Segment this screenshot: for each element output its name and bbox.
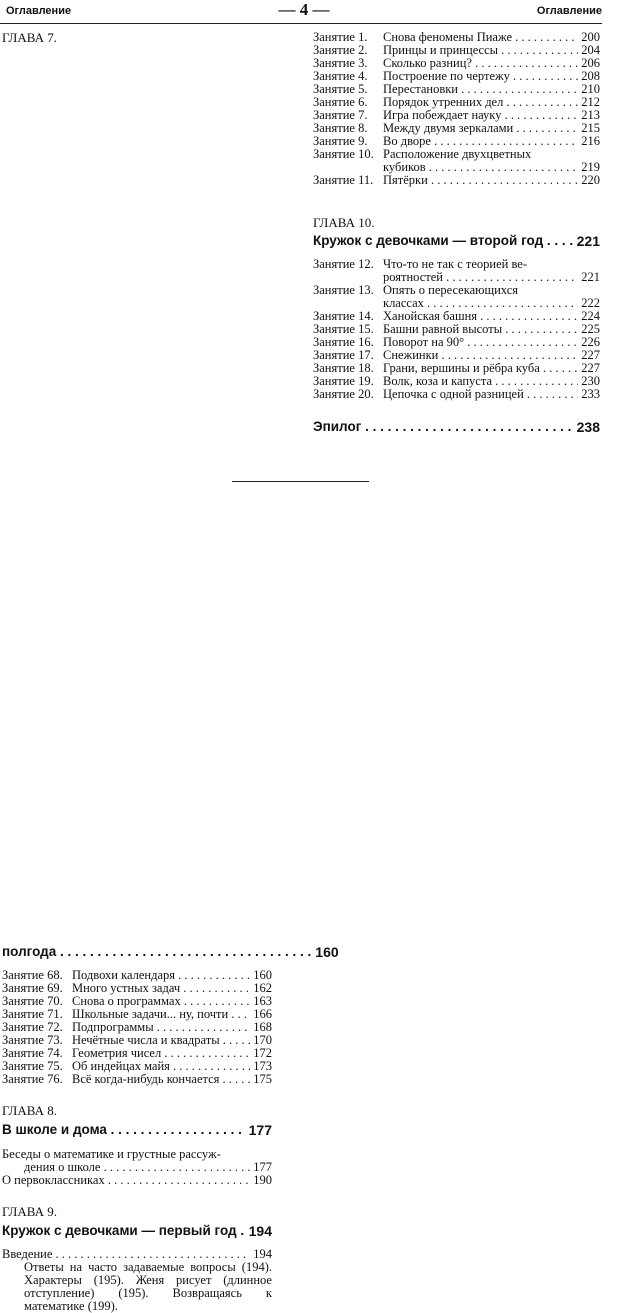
entry-number: Занятие 6. [313, 95, 368, 109]
entry-page: 233 [581, 387, 600, 401]
entry-title: Об индейцах майя . . . [72, 1060, 250, 1073]
entry-number: Занятие 69. [2, 981, 63, 995]
chapter-10-page: 221 [576, 233, 600, 249]
toc-entry[interactable] [2, 1034, 272, 1047]
entry-number: Занятие 14. [313, 309, 374, 323]
entry-title: Порядок утренних дел . . . [383, 96, 578, 109]
end-rule [232, 481, 369, 482]
entry-page: 204 [581, 43, 600, 57]
toc-entry-cont[interactable]: кубиков . . . 219 [313, 161, 600, 174]
chapter-7-label: ГЛАВА 7. [2, 30, 57, 45]
entry-number: Занятие 2. [313, 43, 368, 57]
toc-entry[interactable] [2, 1021, 272, 1034]
entry-number: Занятие 73. [2, 1033, 63, 1047]
entry-number: Занятие 7. [313, 108, 368, 122]
left-column [2, 30, 339, 1313]
entry-number: Занятие 19. [313, 374, 374, 388]
chapter-9-summary: Ответы на часто задаваемые вопросы (194). Характеры (195). Женя рисует (длинное отступление) (195). Возвращаясь к математике (199). [24, 1260, 272, 1313]
toc-entry[interactable]: О первоклассниках . . . 190 [2, 1174, 272, 1187]
chapter-10-title[interactable]: Кружок с девочками — второй год . . . 221 [313, 233, 600, 249]
entry-title: Подвохи календаря . . . [72, 969, 250, 982]
entry-number: Занятие 1. [313, 30, 368, 44]
chapter-8-title[interactable]: В школе и дома . . . 177 [2, 1122, 272, 1138]
entry-page: 215 [581, 121, 600, 135]
chapter-7-title[interactable]: полгода . . . 160 [2, 48, 272, 960]
entry-title: Снова феномены Пиаже . . . [383, 31, 578, 44]
entry-page: 163 [253, 994, 272, 1008]
entry-title: Принцы и принцессы . . . [383, 44, 578, 57]
entry-title: Грани, вершины и рёбра куба . . . [383, 362, 578, 375]
toc-entry-cont[interactable]: роятностей . . . 221 [313, 271, 600, 284]
toc-entry[interactable] [2, 982, 272, 995]
entry-title: Снова о программах . . . [72, 995, 250, 1008]
chapter-8-page: 177 [248, 1122, 272, 1138]
page-number: — 4 — [278, 0, 330, 19]
entry-number: Занятие 20. [313, 387, 374, 401]
chapter-7-page: 160 [315, 944, 339, 960]
toc-entry[interactable]: Введение . . . 194 [2, 1248, 272, 1261]
entry-title: Построение по чертежу . . . [383, 70, 578, 83]
entry-title: Снежинки . . . [383, 349, 578, 362]
entry-number: Занятие 8. [313, 121, 368, 135]
running-header [6, 0, 602, 21]
entry-number: Занятие 17. [313, 348, 374, 362]
entry-title: Школьные задачи... ну, почти . . . [72, 1008, 250, 1021]
entry-title: Во дворе . . . [383, 135, 578, 148]
toc-entry[interactable] [313, 388, 600, 401]
entry-title: Подпрограммы . . . [72, 1021, 250, 1034]
entry-page: 166 [253, 1007, 272, 1021]
entry-page: 216 [581, 134, 600, 148]
chapter-9-title[interactable]: Кружок с девочками — первый год . . . 194 [2, 1223, 272, 1239]
entry-page: 212 [581, 95, 600, 109]
entry-page: 230 [581, 374, 600, 388]
toc-entry-cont[interactable]: классах . . . 222 [313, 297, 600, 310]
entry-number: Занятие 18. [313, 361, 374, 375]
toc-entry[interactable]: Беседы о математике и грустные рассуж- [2, 1148, 221, 1161]
entry-page: 200 [581, 30, 600, 44]
header-left: Оглавление [6, 5, 72, 17]
toc-entry[interactable]: Занятие 12. Что-то не так с теорией ве- [313, 257, 528, 271]
entry-title: Башни равной высоты . . . [383, 323, 578, 336]
entry-page: 225 [581, 322, 600, 336]
entry-title: Геометрия чисел . . . [72, 1047, 250, 1060]
toc-entry[interactable] [2, 1008, 272, 1021]
entry-page: 206 [581, 56, 600, 70]
entry-title: Поворот на 90° . . . [383, 336, 578, 349]
epilogue-page: 238 [576, 419, 600, 435]
chapter-8-label: ГЛАВА 8. [2, 1103, 57, 1118]
header-right: Оглавление [536, 5, 602, 17]
chapter-10-label: ГЛАВА 10. [313, 215, 375, 230]
entry-number: Занятие 5. [313, 82, 368, 96]
header-rule [0, 23, 602, 24]
entry-title: Много устных задач . . . [72, 982, 250, 995]
entry-page: 226 [581, 335, 600, 349]
toc-entry[interactable] [2, 1060, 272, 1073]
entry-number: Занятие 16. [313, 335, 374, 349]
entry-page: 162 [253, 981, 272, 995]
entry-page: 172 [253, 1046, 272, 1060]
entry-number: Занятие 9. [313, 134, 368, 148]
entry-page: 160 [253, 968, 272, 982]
entry-number: Занятие 4. [313, 69, 368, 83]
toc-entry[interactable] [2, 1073, 272, 1086]
entry-title: Цепочка с одной разницей . . . [383, 388, 578, 401]
entry-title: Перестановки . . . [383, 83, 578, 96]
entry-page: 227 [581, 348, 600, 362]
entry-number: Занятие 75. [2, 1059, 63, 1073]
toc-entry-cont[interactable]: дения о школе . . . 177 [2, 1161, 272, 1174]
entry-page: 227 [581, 361, 600, 375]
toc-entry[interactable] [2, 995, 272, 1008]
entry-page: 224 [581, 309, 600, 323]
toc-entry[interactable]: Занятие 13. Опять о пересекающихся [313, 283, 518, 297]
entry-number: Занятие 68. [2, 968, 63, 982]
chapter-10-entries [313, 310, 600, 401]
epilogue-title[interactable]: Эпилог . . . 238 [313, 419, 600, 435]
entry-title: Сколько разниц? . . . [383, 57, 578, 70]
toc-entry[interactable] [2, 969, 272, 982]
entry-page: 170 [253, 1033, 272, 1047]
entry-number: Занятие 15. [313, 322, 374, 336]
toc-entry[interactable]: Занятие 11. Пятёрки . . . 220 [313, 174, 600, 187]
entry-title: Ханойская башня . . . [383, 310, 578, 323]
entry-number: Занятие 70. [2, 994, 63, 1008]
entry-page: 173 [253, 1059, 272, 1073]
toc-entry[interactable]: Занятие 10. Расположение двухцветных [313, 147, 532, 161]
entry-number: Занятие 71. [2, 1007, 63, 1021]
entry-number: Занятие 76. [2, 1072, 63, 1086]
chapter-7-entries [2, 969, 272, 1086]
entry-page: 208 [581, 69, 600, 83]
chapter-9-label: ГЛАВА 9. [2, 1204, 57, 1219]
chapter-9-page: 194 [248, 1223, 272, 1239]
entry-page: 213 [581, 108, 600, 122]
entry-title: Между двумя зеркалами . . . [383, 122, 578, 135]
entry-title: Игра побеждает науку . . . [383, 109, 578, 122]
entry-title: Всё когда-нибудь кончается . . . [72, 1073, 250, 1086]
entry-number: Занятие 74. [2, 1046, 63, 1060]
entry-page: 175 [253, 1072, 272, 1086]
entry-page: 168 [253, 1020, 272, 1034]
chapter-9-entries [313, 31, 600, 148]
entry-number: Занятие 72. [2, 1020, 63, 1034]
right-column [313, 31, 600, 435]
entry-number: Занятие 3. [313, 56, 368, 70]
toc-entry[interactable] [2, 1047, 272, 1060]
entry-title: Нечётные числа и квадраты . . . [72, 1034, 250, 1047]
entry-page: 210 [581, 82, 600, 96]
entry-title: Волк, коза и капуста . . . [383, 375, 578, 388]
